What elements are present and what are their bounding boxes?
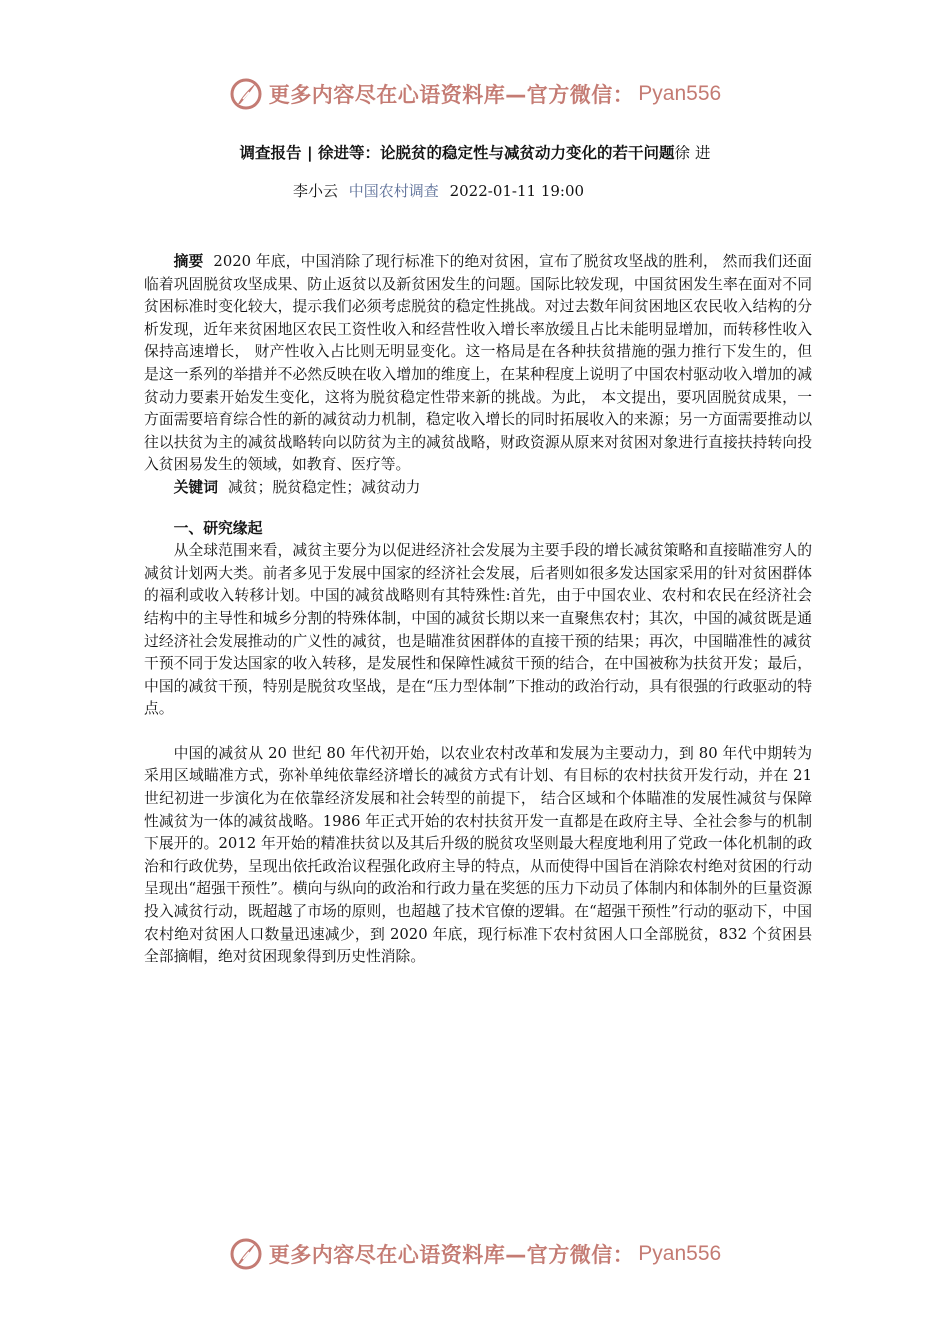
abstract-label: 摘要: [173, 253, 204, 270]
body-paragraph-2: 中国的减贫从 20 世纪 80 年代初开始，以农业农村改革和发展为主要动力，到 80 年代中期转为采用区域瞄准方式，弥补单纯依靠经济增长的减贫方式有计划、有目标的农村扶贫开发行动，并在 21 世纪初进一步演化为在依靠经济发展和社会转型的前提下， 结合区域和个体瞄准的发展性减贫与保障性减贫为一体的减贫战略。1986 年正式开始的农村扶贫开发一直都是在政府主导、全社会参与的机制下展开的。2012 年开始的精准扶贫以及其后升级的脱贫攻坚则最大程度地利用了党政一体化机制的政治和行政优势，呈现出依托政治议程强化政府主导的特点，从而使得中国旨在消除农村绝对贫困的行动呈现出“超强干预性”。横向与纵向的政治和行政力量在奖惩的压力下动员了体制内和体制外的巨量资源投入减贫行动，既超越了市场的原则，也超越了技术官僚的逻辑。在“超强干预性”行动的驱动下，中国农村绝对贫困人口数量迅速减少，到 2020 年底，现行标准下农村贫困人口全部脱贫，832 个贫困县全部摘帽，绝对贫困现象得到历史性消除。: [144, 744, 812, 966]
keywords-paragraph: [144, 477, 812, 500]
feather-logo-icon: [229, 77, 263, 111]
title-main: 调查报告 | 徐进等：论脱贫的稳定性与减贫动力变化的若干问题: [239, 144, 675, 162]
editor-name: 李小云: [293, 182, 339, 200]
article-meta: [293, 180, 584, 201]
feather-logo-icon: [229, 1237, 263, 1271]
article-title: [0, 141, 950, 163]
article-body: [144, 251, 812, 969]
section-heading: 一、研究缘起: [173, 519, 263, 537]
abstract-text: 2020 年底，中国消除了现行标准下的绝对贫困，宣布了脱贫攻坚战的胜利， 然而我们还面临着巩固脱贫攻坚成果、防止返贫以及新贫困发生的问题。国际比较发现，中国贫困发生率在面对不同贫困标准时变化较大，提示我们必须考虑脱贫的稳定性挑战。对过去数年间贫困地区农民收入结构的分析发现，近年来贫困地区农民工资性收入和经营性收入增长率放缓且占比未能明显增加，而转移性收入保持高速增长， 财产性收入占比则无明显变化。这一格局是在各种扶贫措施的强力推行下发生的，但是这一系列的举措并不必然反映在收入增加的维度上，在某种程度上说明了中国农村驱动收入增加的减贫动力要素开始发生变化，这将为脱贫稳定性带来新的挑战。为此， 本文提出，要巩固脱贫成果，一方面需要培育综合性的新的减贫动力机制，稳定收入增长的同时拓展收入的来源；另一方面需要推动以往以扶贫为主的减贫战略转向以防贫为主的减贫战略，财政资源从原来对贫困对象进行直接扶持转向投入贫困易发生的领域，如教育、医疗等。: [144, 253, 812, 474]
watermark-banner-bottom: [0, 1232, 950, 1276]
watermark-banner-top: [0, 72, 950, 116]
watermark-handle: Pyan556: [638, 82, 722, 105]
publish-time: 2022-01-11 19:00: [449, 182, 585, 200]
watermark-handle: Pyan556: [638, 1242, 722, 1265]
watermark-text: 更多内容尽在心语资料库—官方微信：: [268, 83, 635, 107]
keywords-label: 关键词: [173, 478, 218, 496]
abstract-paragraph: [144, 251, 812, 477]
title-author: 徐 进: [674, 144, 711, 162]
keywords-text: 减贫；脱贫稳定性；减贫动力: [228, 478, 421, 496]
body-paragraph-1: 从全球范围来看，减贫主要分为以促进经济社会发展为主要手段的增长减贫策略和直接瞄准穷人的减贫计划两大类。前者多见于发展中国家的经济社会发展，后者则如很多发达国家采用的针对贫困群体的福利或收入转移计划。中国的减贫战略则有其特殊性:首先，由于中国农业、农村和农民在经济社会结构中的主导性和城乡分割的特殊体制，中国的减贫长期以来一直聚焦农村；其次，中国的减贫既是通过经济社会发展推动的广义性的减贫，也是瞄准贫困群体的直接干预的结果；再次，中国瞄准性的减贫干预不同于发达国家的收入转移，是发展性和保障性减贫干预的结合，在中国被称为扶贫开发；最后，中国的减贫干预，特别是脱贫攻坚战，是在“压力型体制”下推动的政治行动，具有很强的行政驱动的特点。: [144, 542, 812, 718]
watermark-text: 更多内容尽在心语资料库—官方微信：: [268, 1243, 635, 1267]
source-link[interactable]: 中国农村调查: [348, 182, 439, 200]
